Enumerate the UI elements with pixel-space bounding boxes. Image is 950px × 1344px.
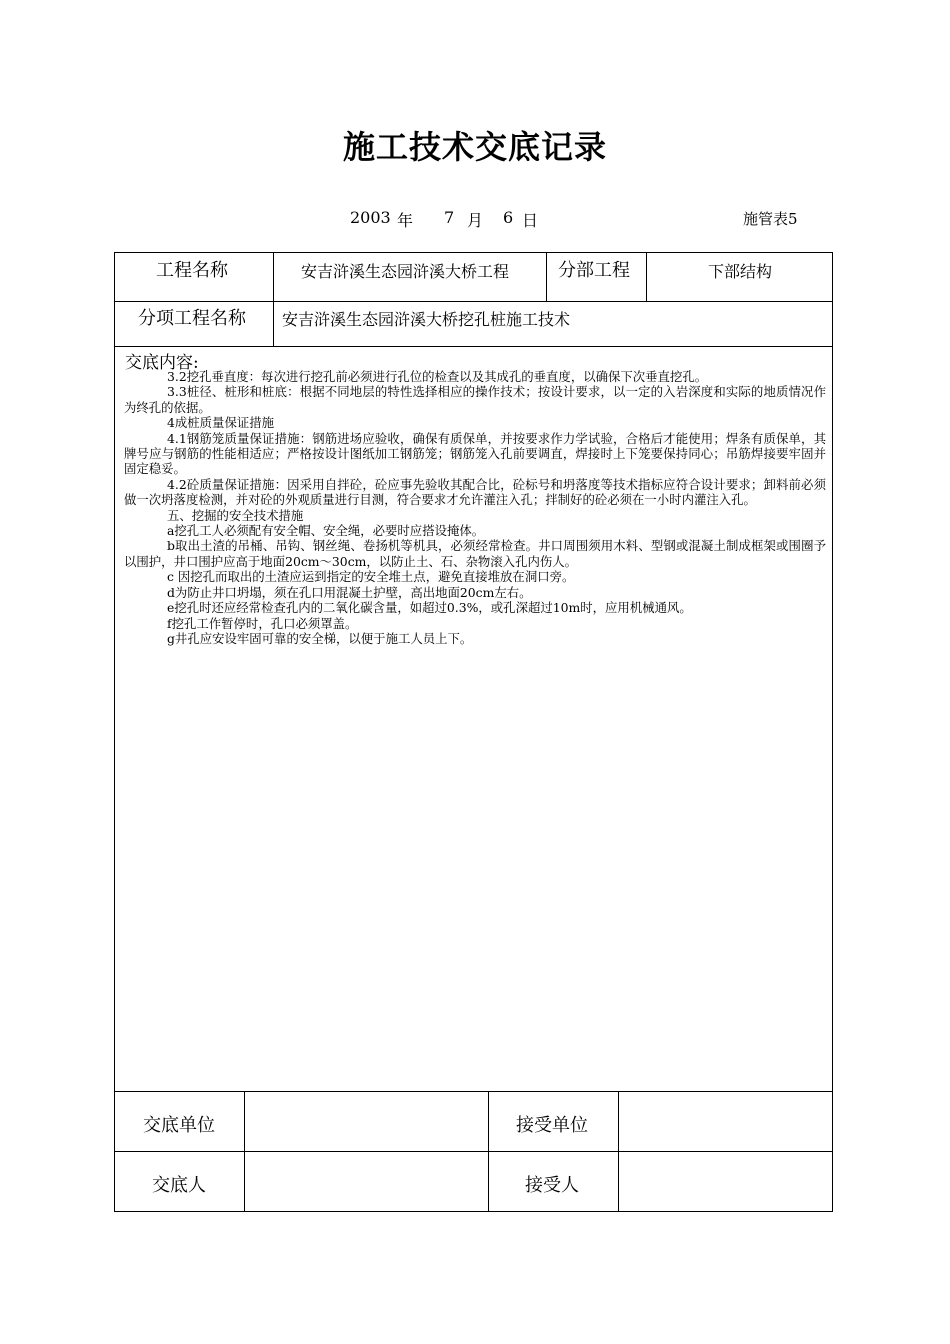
row-divider — [114, 346, 833, 347]
content-paragraph: 4成桩质量保证措施 — [167, 415, 275, 431]
date-year: 2003 — [350, 208, 391, 227]
project-name-label: 工程名称 — [156, 260, 228, 281]
subitem-name-value: 安吉浒溪生态园浒溪大桥挖孔桩施工技术 — [282, 310, 571, 329]
form-code: 施管表5 — [743, 210, 798, 228]
column-divider — [618, 1091, 619, 1212]
row-divider — [114, 1151, 833, 1152]
date-day: 6 — [503, 208, 514, 227]
content-paragraph: c 因挖孔而取出的土渣应运到指定的安全堆土点，避免直接堆放在洞口旁。 — [167, 569, 575, 585]
content-paragraph: e挖孔时还应经常检查孔内的二氧化碳含量，如超过0.3%，或孔深超过10m时，应用机械通风。 — [167, 600, 692, 616]
content-paragraph: a挖孔工人必须配有安全帽、安全绳，必要时应搭设掩体。 — [167, 523, 485, 539]
content-label: 交底内容: — [125, 353, 199, 373]
content-paragraph: g井孔应安设牢固可靠的安全梯，以便于施工人员上下。 — [167, 630, 473, 646]
project-name-value: 安吉浒溪生态园浒溪大桥工程 — [301, 262, 510, 281]
document-title: 施工技术交底记录 — [342, 128, 607, 166]
content-paragraph: f挖孔工作暂停时，孔口必须罩盖。 — [167, 615, 358, 631]
content-body — [124, 369, 826, 646]
column-divider — [488, 1091, 489, 1212]
column-divider — [646, 252, 647, 301]
division-label: 分部工程 — [558, 260, 630, 281]
receiver-label: 接受人 — [525, 1175, 579, 1196]
content-paragraph: 4.1钢筋笼质量保证措施：钢筋进场应验收，确保有质保单，并按要求作力学试验，合格后才能使用；焊条有质保单，其牌号应与钢筋的性能相适应；严格按设计图纸加工钢筋笼；钢筋笼入孔前要调直，焊接时上下笼要保持同心；吊筋焊接要牢固并固定稳妥。 — [124, 430, 826, 477]
date-month-label: 月 — [467, 211, 484, 230]
column-divider — [244, 1091, 245, 1212]
content-paragraph: d为防止井口坍塌，须在孔口用混凝土护壁，高出地面20cm左右。 — [167, 584, 532, 600]
content-paragraph: 3.2挖孔垂直度：每次进行挖孔前必须进行孔位的检查以及其成孔的垂直度，以确保下次垂直挖孔。 — [167, 369, 708, 384]
division-value: 下部结构 — [708, 262, 773, 281]
row-divider — [114, 301, 833, 302]
row-divider — [114, 1091, 833, 1092]
subitem-name-label: 分项工程名称 — [138, 308, 246, 329]
date-year-label: 年 — [397, 211, 414, 230]
issuer-label: 交底人 — [152, 1175, 206, 1196]
content-paragraph: b取出土渣的吊桶、吊钩、钢丝绳、卷扬机等机具，必须经常检查。井口周围须用木料、型钢或混凝土制成框架或围圈予以围护，井口围护应高于地面20cm～30cm，以防止土、石、杂物滚入孔内伤人。 — [124, 538, 826, 569]
date-day-label: 日 — [522, 211, 539, 230]
receiving-unit-label: 接受单位 — [516, 1115, 588, 1136]
date-month: 7 — [444, 208, 455, 227]
content-paragraph: 五、挖掘的安全技术措施 — [167, 507, 304, 523]
column-divider — [546, 252, 547, 301]
column-divider — [273, 252, 274, 346]
content-paragraph: 3.3桩径、桩形和桩底：根据不同地层的特性选择相应的操作技术；按设计要求，以一定的入岩深度和实际的地质情况作为终孔的依据。 — [124, 384, 826, 415]
content-paragraph: 4.2砼质量保证措施：因采用自拌砼，砼应事先验收其配合比，砼标号和坍落度等技术指标应符合设计要求；卸料前必须做一次坍落度检测，并对砼的外观质量进行目测，符合要求才允许灌注入孔；拌制好的砼必须在一小时内灌注入孔。 — [124, 476, 826, 508]
issuing-unit-label: 交底单位 — [143, 1115, 215, 1136]
